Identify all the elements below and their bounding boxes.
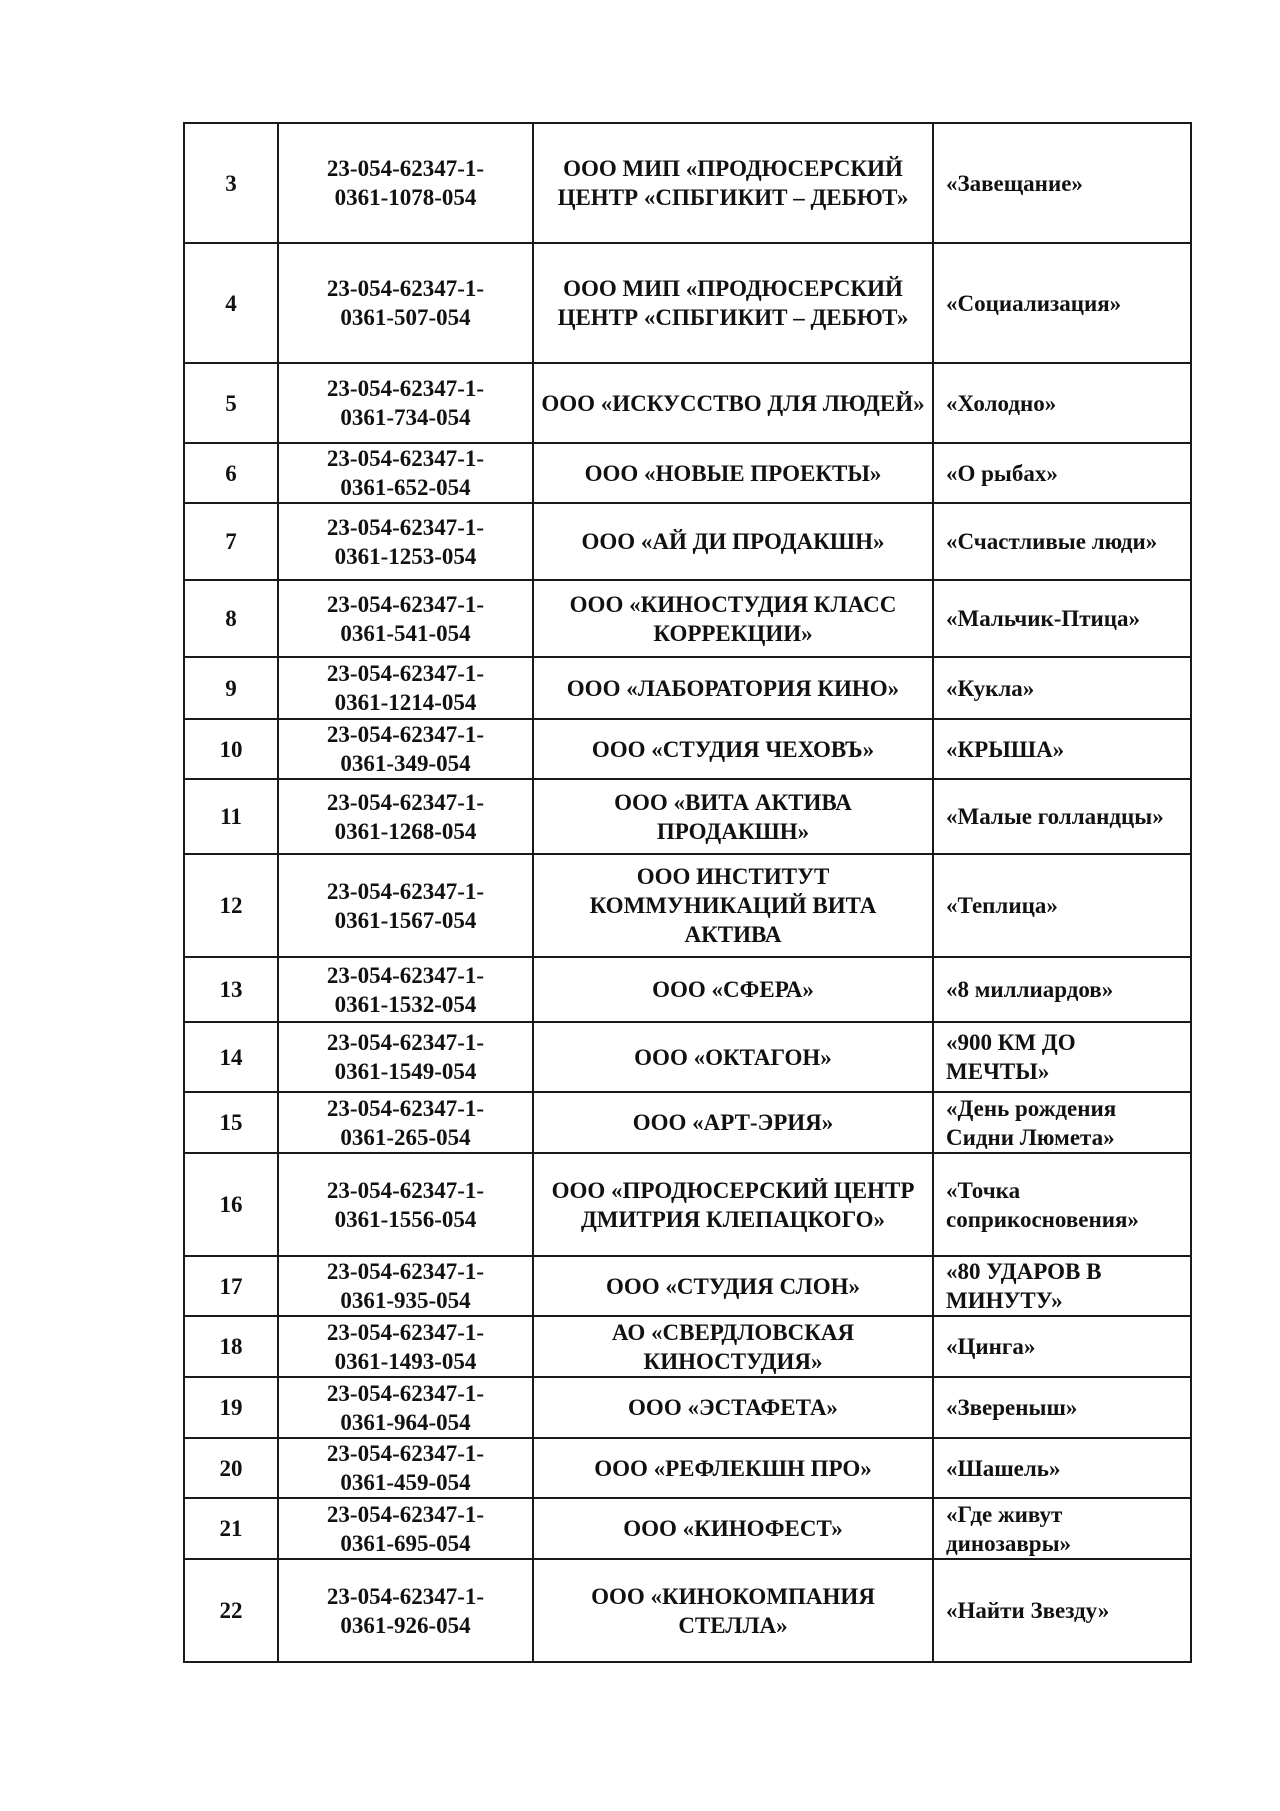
reg-line-1: 23-054-62347-1- — [326, 878, 485, 904]
reg-line-1: 23-054-62347-1- — [326, 1030, 485, 1055]
reg-line-2: 0361-349-054 — [340, 751, 471, 776]
registration-number — [278, 443, 533, 503]
organization-name: ООО МИП «ПРОДЮСЕРСКИЙ ЦЕНТР «СПБГИКИТ – ДЕБЮТ» — [533, 123, 933, 243]
table-row — [184, 1498, 1191, 1559]
film-title: «Шашель» — [933, 1438, 1191, 1498]
row-number: 10 — [184, 719, 278, 779]
row-number: 20 — [184, 1438, 278, 1498]
registration-number — [278, 957, 533, 1022]
table-row — [184, 719, 1191, 779]
reg-line-2: 0361-1549-054 — [334, 1059, 477, 1084]
reg-line-2: 0361-1532-054 — [334, 991, 477, 1017]
reg-line-1: 23-054-62347-1- — [326, 514, 485, 540]
reg-line-2: 0361-935-054 — [340, 1288, 471, 1313]
reg-line-2: 0361-1556-054 — [334, 1206, 477, 1232]
row-number: 7 — [184, 503, 278, 580]
film-title: «80 УДАРОВ В МИНУТУ» — [933, 1256, 1191, 1316]
table-row — [184, 779, 1191, 854]
film-title: «Кукла» — [933, 657, 1191, 719]
table-row — [184, 1559, 1191, 1662]
reg-line-1: 23-054-62347-1- — [326, 1095, 485, 1121]
organization-name: ООО «КИНОКОМПАНИЯ СТЕЛЛА» — [533, 1559, 933, 1662]
table-row — [184, 243, 1191, 363]
organization-name: ООО «ИСКУССТВО ДЛЯ ЛЮДЕЙ» — [533, 363, 933, 443]
film-title: «Найти Звезду» — [933, 1559, 1191, 1662]
reg-line-1: 23-054-62347-1- — [326, 446, 485, 471]
table-row — [184, 503, 1191, 580]
registration-number — [278, 503, 533, 580]
organization-name: ООО «АРТ-ЭРИЯ» — [533, 1092, 933, 1153]
reg-line-1: 23-054-62347-1- — [326, 722, 485, 747]
reg-line-2: 0361-507-054 — [340, 305, 471, 330]
organization-name: АО «СВЕРДЛОВСКАЯ КИНОСТУДИЯ» — [533, 1316, 933, 1377]
reg-line-1: 23-054-62347-1- — [326, 1177, 485, 1203]
reg-line-2: 0361-265-054 — [340, 1124, 471, 1150]
film-title: «Социализация» — [933, 243, 1191, 363]
registration-number — [278, 1316, 533, 1377]
film-title: «Цинга» — [933, 1316, 1191, 1377]
row-number: 8 — [184, 580, 278, 657]
film-title: «Звереныш» — [933, 1377, 1191, 1438]
registry-table-body — [184, 123, 1191, 1662]
registration-number — [278, 1438, 533, 1498]
film-title: «Мальчик-Птица» — [933, 580, 1191, 657]
registration-number — [278, 719, 533, 779]
film-title: «Малые голландцы» — [933, 779, 1191, 854]
film-title: «Счастливые люди» — [933, 503, 1191, 580]
reg-line-1: 23-054-62347-1- — [326, 661, 485, 686]
film-title: «КРЫША» — [933, 719, 1191, 779]
reg-line-1: 23-054-62347-1- — [326, 1583, 485, 1609]
reg-line-2: 0361-1078-054 — [334, 185, 477, 210]
table-row — [184, 957, 1191, 1022]
row-number: 13 — [184, 957, 278, 1022]
registration-number — [278, 1256, 533, 1316]
reg-line-2: 0361-1567-054 — [334, 907, 477, 933]
table-row — [184, 1153, 1191, 1256]
registration-number — [278, 779, 533, 854]
registration-number — [278, 1377, 533, 1438]
registration-number — [278, 1153, 533, 1256]
row-number: 17 — [184, 1256, 278, 1316]
reg-line-2: 0361-695-054 — [340, 1530, 471, 1556]
organization-name: ООО «ЭСТАФЕТА» — [533, 1377, 933, 1438]
reg-line-1: 23-054-62347-1- — [326, 1319, 485, 1345]
film-title: «Точка соприкосновения» — [933, 1153, 1191, 1256]
row-number: 21 — [184, 1498, 278, 1559]
reg-line-2: 0361-1493-054 — [334, 1348, 477, 1374]
row-number: 16 — [184, 1153, 278, 1256]
table-row — [184, 854, 1191, 957]
reg-line-1: 23-054-62347-1- — [326, 1501, 485, 1527]
table-row — [184, 657, 1191, 719]
organization-name: ООО «СТУДИЯ ЧЕХОВЪ» — [533, 719, 933, 779]
table-row — [184, 580, 1191, 657]
reg-line-1: 23-054-62347-1- — [326, 789, 485, 815]
film-title: «Теплица» — [933, 854, 1191, 957]
registration-number — [278, 580, 533, 657]
reg-line-2: 0361-1268-054 — [334, 818, 477, 844]
organization-name: ООО «РЕФЛЕКШН ПРО» — [533, 1438, 933, 1498]
reg-line-1: 23-054-62347-1- — [326, 276, 485, 301]
organization-name: ООО «КИНОФЕСТ» — [533, 1498, 933, 1559]
film-title: «8 миллиардов» — [933, 957, 1191, 1022]
reg-line-1: 23-054-62347-1- — [326, 1259, 485, 1284]
row-number: 6 — [184, 443, 278, 503]
row-number: 22 — [184, 1559, 278, 1662]
row-number: 9 — [184, 657, 278, 719]
table-row — [184, 1092, 1191, 1153]
reg-line-2: 0361-926-054 — [340, 1612, 471, 1638]
registration-number — [278, 243, 533, 363]
registration-number — [278, 657, 533, 719]
organization-name: ООО «КИНОСТУДИЯ КЛАСС КОРРЕКЦИИ» — [533, 580, 933, 657]
row-number: 4 — [184, 243, 278, 363]
reg-line-1: 23-054-62347-1- — [326, 156, 485, 181]
row-number: 14 — [184, 1022, 278, 1092]
registry-table — [183, 122, 1192, 1663]
reg-line-1: 23-054-62347-1- — [326, 1380, 485, 1406]
registration-number — [278, 1022, 533, 1092]
film-title: «900 КМ ДО МЕЧТЫ» — [933, 1022, 1191, 1092]
reg-line-2: 0361-964-054 — [340, 1409, 471, 1435]
organization-name: ООО МИП «ПРОДЮСЕРСКИЙ ЦЕНТР «СПБГИКИТ – ДЕБЮТ» — [533, 243, 933, 363]
registration-number — [278, 1559, 533, 1662]
organization-name: ООО «ПРОДЮСЕРСКИЙ ЦЕНТР ДМИТРИЯ КЛЕПАЦКОГО» — [533, 1153, 933, 1256]
table-row — [184, 443, 1191, 503]
reg-line-1: 23-054-62347-1- — [326, 591, 485, 617]
organization-name: ООО «ЛАБОРАТОРИЯ КИНО» — [533, 657, 933, 719]
table-row — [184, 1316, 1191, 1377]
organization-name: ООО «СТУДИЯ СЛОН» — [533, 1256, 933, 1316]
organization-name: ООО «СФЕРА» — [533, 957, 933, 1022]
row-number: 15 — [184, 1092, 278, 1153]
organization-name: ООО ИНСТИТУТ КОММУНИКАЦИЙ ВИТА АКТИВА — [533, 854, 933, 957]
row-number: 11 — [184, 779, 278, 854]
table-row — [184, 1377, 1191, 1438]
reg-line-1: 23-054-62347-1- — [326, 962, 485, 988]
film-title: «Где живут динозавры» — [933, 1498, 1191, 1559]
registration-number — [278, 1498, 533, 1559]
organization-name: ООО «НОВЫЕ ПРОЕКТЫ» — [533, 443, 933, 503]
table-row — [184, 363, 1191, 443]
reg-line-2: 0361-652-054 — [340, 475, 471, 500]
organization-name: ООО «ВИТА АКТИВА ПРОДАКШН» — [533, 779, 933, 854]
table-row — [184, 1256, 1191, 1316]
table-row — [184, 1438, 1191, 1498]
registration-number — [278, 854, 533, 957]
film-title: «О рыбах» — [933, 443, 1191, 503]
reg-line-2: 0361-1253-054 — [334, 543, 477, 569]
reg-line-2: 0361-734-054 — [340, 405, 471, 430]
table-row — [184, 123, 1191, 243]
row-number: 12 — [184, 854, 278, 957]
reg-line-1: 23-054-62347-1- — [326, 376, 485, 401]
registration-number — [278, 123, 533, 243]
film-title: «Завещание» — [933, 123, 1191, 243]
film-title: «День рождения Сидни Люмета» — [933, 1092, 1191, 1153]
film-title: «Холодно» — [933, 363, 1191, 443]
organization-name: ООО «АЙ ДИ ПРОДАКШН» — [533, 503, 933, 580]
registration-number — [278, 363, 533, 443]
organization-name: ООО «ОКТАГОН» — [533, 1022, 933, 1092]
row-number: 19 — [184, 1377, 278, 1438]
reg-line-1: 23-054-62347-1- — [326, 1441, 485, 1466]
row-number: 3 — [184, 123, 278, 243]
reg-line-2: 0361-459-054 — [340, 1470, 471, 1495]
reg-line-2: 0361-541-054 — [340, 620, 471, 646]
registration-number — [278, 1092, 533, 1153]
reg-line-2: 0361-1214-054 — [334, 690, 477, 715]
row-number: 5 — [184, 363, 278, 443]
row-number: 18 — [184, 1316, 278, 1377]
table-row — [184, 1022, 1191, 1092]
